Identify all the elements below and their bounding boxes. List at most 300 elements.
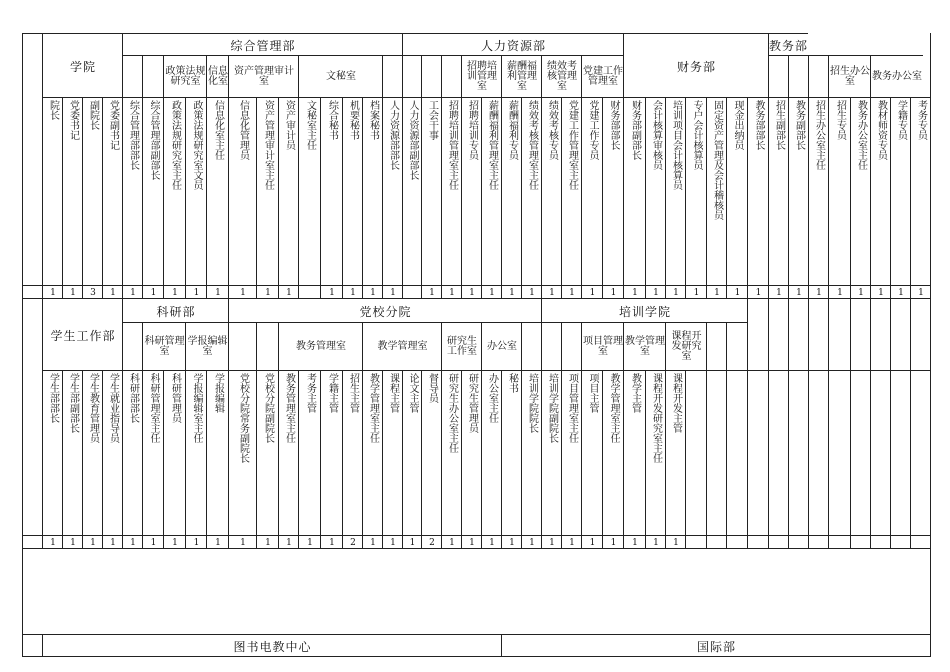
mid-position-title	[768, 370, 789, 536]
mid-subdept-header	[561, 322, 582, 371]
top-position-title-text: 绩效考核管理室主任	[526, 100, 538, 190]
top-headcount-text: 1	[816, 287, 822, 298]
mid-headcount-text: 2	[350, 537, 356, 548]
top-headcount	[501, 285, 522, 299]
mid-position-title-text: 科研管理室主任	[148, 373, 159, 443]
top-headcount	[645, 285, 666, 299]
mid-position-title	[623, 370, 646, 536]
top-subdept-header	[122, 55, 143, 98]
top-position-title-text: 党委书记	[67, 100, 79, 140]
top-position-title	[768, 97, 789, 286]
mid-subdept-header	[541, 322, 562, 371]
top-position-title-text: 财务部副部长	[629, 100, 641, 160]
top-headcount	[747, 285, 769, 299]
top-position-title	[402, 97, 422, 286]
mid-headcount	[102, 535, 123, 549]
mid-headcount	[421, 535, 442, 549]
bottom-unit-text: 国际部	[696, 639, 736, 654]
mid-position-title-text: 科研管理员	[169, 373, 181, 423]
table-right-border	[930, 33, 931, 657]
top-position-title-text: 招生副部长	[773, 100, 785, 150]
top-headcount-text: 1	[610, 287, 617, 298]
top-headcount-text: 1	[918, 287, 924, 298]
mid-headcount	[298, 535, 321, 549]
mid-position-title-text: 科研部部长	[127, 373, 139, 423]
top-position-title-text: 党建工作专员	[587, 100, 598, 160]
top-position-title	[501, 97, 522, 286]
top-headcount	[481, 285, 502, 299]
mid-position-title-text: 学生部部长	[47, 373, 59, 423]
top-position-title-text: 薪酬福利管理室主任	[486, 100, 498, 190]
mid-position-title-text: 研究生办公室主任	[446, 373, 458, 453]
top-headcount-text: 1	[858, 287, 864, 298]
top-position-title-text: 人力资源部部长	[387, 100, 399, 170]
top-headcount	[298, 285, 321, 299]
top-headcount	[665, 285, 686, 299]
mid-position-title	[402, 370, 422, 536]
top-position-title	[342, 97, 363, 286]
mid-headcount-text: 1	[549, 537, 555, 548]
mid-headcount	[441, 535, 462, 549]
mid-headcount	[870, 535, 891, 549]
top-position-title	[42, 97, 63, 286]
mid-dept-header	[870, 298, 891, 371]
top-position-title-text: 院长	[47, 100, 59, 120]
top-headcount-text: 1	[193, 287, 200, 298]
mid-position-title	[747, 370, 769, 536]
top-subdept-header	[501, 55, 542, 98]
top-position-title-text: 党委副书记	[107, 100, 119, 150]
top-blank-left	[22, 33, 43, 286]
mid-headcount	[481, 535, 502, 549]
top-dept-header	[768, 33, 808, 56]
top-headcount	[362, 285, 383, 299]
top-position-title-text: 文秘室主任	[304, 100, 316, 150]
mid-subdept-header	[521, 322, 542, 371]
top-headcount-text: 1	[489, 287, 495, 298]
mid-position-title	[521, 370, 542, 536]
top-position-title-text: 绩效考核专员	[546, 100, 558, 160]
mid-dept-header	[910, 298, 931, 371]
top-headcount-text: 1	[734, 287, 741, 298]
mid-headcount-text: 1	[610, 537, 617, 548]
top-subdept-header	[382, 55, 403, 98]
top-headcount	[581, 285, 603, 299]
mid-position-title-text: 考务主管	[304, 373, 316, 413]
top-headcount-text: 1	[50, 287, 56, 298]
mid-headcount	[382, 535, 403, 549]
top-position-title-text: 招聘培训专员	[466, 100, 478, 160]
top-subdept-header-text: 资产管理审计室	[234, 66, 294, 87]
mid-subdept-header-text: 研究生工作室	[447, 336, 477, 357]
mid-headcount-text: 1	[172, 537, 178, 548]
mid-headcount	[362, 535, 383, 549]
mid-subdept-header-text: 教学管理室	[625, 336, 665, 357]
mid-position-title	[828, 370, 851, 536]
mid-subdept-header	[706, 322, 727, 371]
mid-dept-header	[541, 298, 748, 323]
mid-position-title	[561, 370, 582, 536]
mid-position-title	[256, 370, 279, 536]
top-subdept-header	[441, 55, 462, 98]
top-headcount	[561, 285, 582, 299]
mid-headcount	[82, 535, 103, 549]
top-position-title-text: 综合管理部副部长	[148, 100, 159, 180]
mid-position-title-text: 研究生管理员	[466, 373, 478, 433]
mid-position-title-text: 办公室主任	[486, 373, 498, 423]
mid-position-title-text: 课程开发主管	[670, 373, 682, 433]
mid-subdept-header	[142, 322, 186, 371]
mid-position-title-text: 学生教育管理员	[87, 373, 99, 443]
top-headcount-text: 1	[898, 287, 904, 298]
top-subdept-header-text: 政策法规研究室	[165, 66, 206, 87]
top-headcount	[890, 285, 911, 299]
top-subdept-header-text: 教务办公室	[872, 71, 922, 82]
top-position-title-text: 教务办公室主任	[855, 100, 867, 170]
top-position-title	[382, 97, 403, 286]
mid-position-title	[541, 370, 562, 536]
mid-position-title-text: 学生部副部长	[67, 373, 79, 433]
top-position-title	[561, 97, 582, 286]
top-position-title-text: 现金出纳员	[732, 100, 743, 150]
top-dept-header	[122, 33, 403, 56]
top-headcount-text: 1	[796, 287, 802, 298]
mid-headcount-text: 1	[307, 537, 313, 548]
mid-headcount-text: 1	[673, 537, 679, 548]
mid-dept-header	[890, 298, 911, 371]
top-headcount	[623, 285, 646, 299]
mid-subdept-header	[726, 322, 748, 371]
mid-position-title	[62, 370, 83, 536]
top-position-title	[278, 97, 299, 286]
mid-headcount	[62, 535, 83, 549]
mid-headcount-text: 1	[489, 537, 495, 548]
mid-position-title	[645, 370, 666, 536]
mid-position-title	[788, 370, 809, 536]
top-position-title-text: 综合秘书	[326, 100, 338, 140]
mid-headcount-text: 1	[90, 537, 96, 548]
top-headcount-text: 1	[429, 287, 435, 298]
mid-position-title	[185, 370, 207, 536]
mid-headcount	[581, 535, 603, 549]
mid-subdept-header-text: 办公室	[487, 341, 517, 352]
top-subdept-header-text: 招生办公室	[830, 66, 870, 87]
mid-position-title-text: 项目管理室主任	[566, 373, 578, 443]
top-subdept-header	[421, 55, 442, 98]
mid-dept-header	[228, 298, 542, 323]
mid-headcount	[163, 535, 186, 549]
top-headcount	[382, 285, 403, 299]
mid-position-title	[581, 370, 603, 536]
mid-position-title	[42, 370, 63, 536]
mid-position-title-text: 教学管理室主任	[608, 373, 619, 443]
top-position-title-text: 信息化管理员	[237, 100, 249, 160]
top-headcount	[320, 285, 343, 299]
top-position-title-text: 招生专员	[834, 100, 846, 140]
top-headcount-text: 1	[240, 287, 246, 298]
mid-headcount	[142, 535, 164, 549]
mid-headcount-text: 1	[240, 537, 246, 548]
top-headcount	[185, 285, 207, 299]
top-position-title-text: 综合管理部部长	[127, 100, 139, 170]
mid-position-title-text: 督导员	[426, 373, 438, 403]
mid-position-title	[206, 370, 229, 536]
mid-position-title	[362, 370, 383, 536]
top-position-title	[320, 97, 343, 286]
mid-position-title-text: 论文主管	[407, 373, 418, 413]
mid-headcount	[461, 535, 482, 549]
table-bottom-border	[22, 656, 931, 657]
mid-headcount-text: 1	[130, 537, 136, 548]
top-subdept-header	[298, 55, 383, 98]
bottom-unit-text: 图书电教中心	[233, 639, 312, 654]
top-position-title	[645, 97, 666, 286]
mid-position-title	[278, 370, 299, 536]
top-position-title	[163, 97, 186, 286]
top-position-title	[910, 97, 931, 286]
mid-position-title-text: 秘书	[506, 373, 518, 393]
top-position-title-text: 考务专员	[915, 100, 927, 140]
top-subdept-header	[870, 55, 923, 98]
top-position-title	[206, 97, 229, 286]
top-position-title-text: 招聘培训管理室主任	[446, 100, 458, 190]
top-headcount	[441, 285, 462, 299]
top-headcount-text: 1	[469, 287, 475, 298]
top-dept-header-text: 综合管理部	[230, 38, 296, 53]
top-headcount	[206, 285, 229, 299]
top-subdept-header	[808, 55, 829, 98]
top-subdept-header	[541, 55, 582, 98]
top-position-title	[521, 97, 542, 286]
top-headcount	[402, 285, 422, 299]
mid-position-title	[421, 370, 442, 536]
top-headcount-text: 1	[878, 287, 884, 298]
mid-headcount-text: 1	[632, 537, 638, 548]
mid-headcount	[185, 535, 207, 549]
mid-subdept-header	[278, 322, 363, 371]
top-position-title-text: 固定资产管理及会计稽核员	[711, 100, 723, 220]
top-position-title-text: 培训项目会计核算员	[670, 100, 682, 190]
top-headcount	[256, 285, 279, 299]
mid-headcount	[808, 535, 829, 549]
top-headcount	[102, 285, 123, 299]
top-position-title	[602, 97, 624, 286]
mid-position-title-text: 培训学院副院长	[546, 373, 558, 443]
mid-dept-header	[850, 298, 871, 371]
top-position-title	[298, 97, 321, 286]
top-headcount	[122, 285, 143, 299]
top-position-title-text: 资产管理审计室主任	[262, 100, 274, 190]
mid-position-title-text: 学生就业指导员	[107, 373, 119, 443]
mid-headcount-text: 1	[215, 537, 221, 548]
mid-headcount-text: 1	[286, 537, 292, 548]
mid-headcount	[768, 535, 789, 549]
mid-position-title-text: 学籍主管	[326, 373, 338, 413]
mid-subdept-header-text: 教务管理室	[296, 341, 346, 352]
top-dept-header-text: 学院	[69, 59, 96, 74]
top-position-title-text: 党建工作管理室主任	[566, 100, 578, 190]
mid-position-title-text: 党校分院常务副院长	[237, 373, 249, 463]
mid-headcount-text: 1	[329, 537, 335, 548]
top-position-title-text: 教材师资专员	[875, 100, 887, 160]
mid-position-title	[706, 370, 727, 536]
top-position-title	[850, 97, 871, 286]
mid-subdept-header	[623, 322, 666, 371]
mid-position-title-text: 培训学院院长	[526, 373, 538, 433]
top-headcount-text: 1	[449, 287, 455, 298]
mid-subdept-header-text: 项目管理室	[583, 336, 623, 357]
top-headcount-text: 1	[286, 287, 292, 298]
top-position-title	[665, 97, 686, 286]
top-headcount	[82, 285, 103, 299]
top-position-title	[256, 97, 279, 286]
mid-headcount	[521, 535, 542, 549]
top-position-title-text: 信息化室主任	[212, 100, 224, 160]
mid-position-title-text: 党校分院副院长	[262, 373, 274, 443]
top-headcount	[62, 285, 83, 299]
mid-headcount-text: 1	[150, 537, 157, 548]
top-headcount-text: 1	[150, 287, 157, 298]
mid-headcount	[828, 535, 851, 549]
top-subdept-header-text: 文秘室	[326, 71, 356, 82]
top-position-title	[890, 97, 911, 286]
top-subdept-header	[206, 55, 229, 98]
top-headcount-text: 1	[589, 287, 596, 298]
mid-headcount	[910, 535, 931, 549]
top-dept-header	[402, 33, 624, 56]
mid-subdept-header-text: 课程开发研究室	[671, 331, 702, 362]
mid-headcount	[256, 535, 279, 549]
top-position-title-text: 学籍专员	[895, 100, 907, 140]
top-position-title	[623, 97, 646, 286]
mid-headcount	[206, 535, 229, 549]
mid-position-title-text: 招生主管	[347, 373, 359, 413]
top-headcount-text: 1	[549, 287, 555, 298]
top-subdept-header	[828, 55, 871, 98]
top-position-title	[747, 97, 769, 286]
top-headcount-text: 1	[215, 287, 221, 298]
mid-dept-header	[828, 298, 851, 371]
mid-dept-header	[788, 298, 809, 371]
mid-headcount	[278, 535, 299, 549]
mid-subdept-header	[481, 322, 522, 371]
mid-headcount-text: 1	[469, 537, 475, 548]
top-position-title-text: 政策法规研究室主任	[169, 100, 181, 190]
mid-headcount	[561, 535, 582, 549]
top-position-title	[62, 97, 83, 286]
top-position-title	[461, 97, 482, 286]
mid-position-title	[441, 370, 462, 536]
bottom-blank-left	[22, 634, 43, 657]
mid-position-title-text: 学报编辑室主任	[191, 373, 202, 443]
top-headcount-text: 1	[529, 287, 535, 298]
mid-position-title	[890, 370, 911, 536]
top-position-title	[808, 97, 829, 286]
mid-headcount-text: 1	[370, 537, 376, 548]
top-position-title	[541, 97, 562, 286]
mid-position-title	[481, 370, 502, 536]
top-position-title	[142, 97, 164, 286]
mid-position-title	[726, 370, 748, 536]
mid-dept-header-text: 党校分院	[359, 304, 412, 319]
top-headcount	[910, 285, 931, 299]
top-position-title-text: 财务部部长	[608, 100, 619, 150]
top-subdept-header	[581, 55, 624, 98]
top-headcount	[706, 285, 727, 299]
mid-position-title	[665, 370, 686, 536]
top-dept-header-text: 教务部	[769, 38, 809, 53]
top-headcount	[788, 285, 809, 299]
top-headcount	[163, 285, 186, 299]
top-headcount	[726, 285, 748, 299]
mid-subdept-header-text: 学报编辑室	[187, 336, 228, 357]
mid-headcount-text: 1	[390, 537, 396, 548]
top-position-title	[706, 97, 727, 286]
top-headcount-text: 3	[90, 287, 96, 298]
mid-position-title	[382, 370, 403, 536]
mid-headcount	[342, 535, 363, 549]
mid-headcount-text: 1	[589, 537, 596, 548]
top-headcount-text: 1	[350, 287, 356, 298]
mid-headcount	[42, 535, 63, 549]
mid-position-title	[850, 370, 871, 536]
mid-subdept-header	[581, 322, 624, 371]
top-subdept-header	[228, 55, 299, 98]
top-position-title	[481, 97, 502, 286]
top-headcount	[228, 285, 257, 299]
top-position-title	[441, 97, 462, 286]
bottom-unit	[42, 634, 502, 657]
mid-position-title	[163, 370, 186, 536]
mid-dept-header	[122, 298, 229, 323]
top-headcount	[421, 285, 442, 299]
top-position-title	[726, 97, 748, 286]
mid-dept-header-text: 培训学院	[618, 304, 671, 319]
top-headcount-text: 1	[569, 287, 575, 298]
top-subdept-header-text: 信息化室	[208, 66, 228, 87]
top-subdept-header	[402, 55, 422, 98]
mid-headcount	[706, 535, 727, 549]
mid-count-blank	[22, 535, 43, 549]
mid-position-title	[808, 370, 829, 536]
mid-headcount	[747, 535, 769, 549]
top-position-title	[421, 97, 442, 286]
mid-headcount-text: 1	[509, 537, 515, 548]
top-headcount-text: 1	[110, 287, 116, 298]
mid-position-title	[910, 370, 931, 536]
mid-headcount-text: 1	[193, 537, 200, 548]
mid-position-title-text: 课程主管	[387, 373, 399, 413]
top-headcount	[602, 285, 624, 299]
top-dept-header-text: 财务部	[676, 59, 716, 74]
mid-position-title-text: 课程开发研究室主任	[650, 373, 662, 463]
top-headcount	[42, 285, 63, 299]
mid-subdept-header-text: 教学管理室	[377, 341, 428, 352]
top-headcount-text: 1	[509, 287, 515, 298]
bottom-unit	[501, 634, 931, 657]
mid-subdept-header	[228, 322, 257, 371]
mid-position-title	[122, 370, 143, 536]
mid-headcount	[541, 535, 562, 549]
mid-dept-header	[747, 298, 769, 371]
top-position-title-text: 资产审计员	[283, 100, 295, 150]
top-position-title	[828, 97, 851, 286]
top-headcount-text: 1	[70, 287, 76, 298]
top-headcount	[278, 285, 299, 299]
mid-dept-header-text: 科研部	[156, 304, 196, 319]
top-subdept-header	[788, 55, 809, 98]
mid-position-title	[501, 370, 522, 536]
